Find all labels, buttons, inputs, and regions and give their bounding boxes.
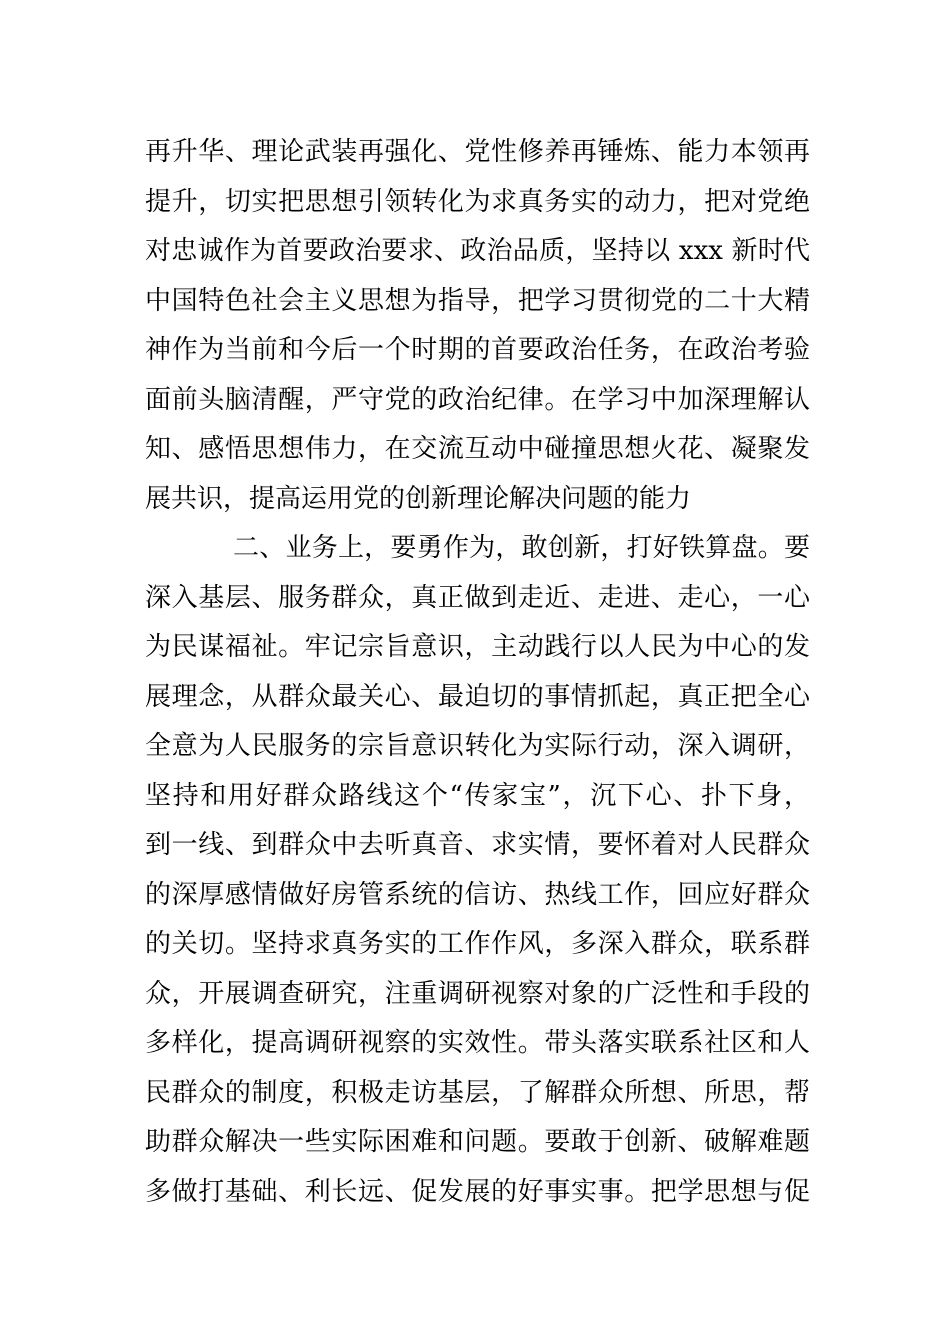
paragraph-line: 的深厚感情做好房管系统的信访、热线工作，回应好群众 (145, 879, 810, 910)
paragraph-line: 多做打基础、利长远、促发展的好事实事。把学思想与促 (145, 1176, 810, 1207)
paragraph-line: 展理念，从群众最关心、最迫切的事情抓起，真正把全心 (145, 681, 810, 712)
paragraph-line: 为民谋福祉。牢记宗旨意识，主动践行以人民为中心的发 (145, 632, 810, 662)
paragraph-line: 的关切。坚持求真务实的工作作风，多深入群众，联系群 (145, 929, 810, 959)
paragraph-line: 坚持和用好群众路线这个“传家宝”，沉下心、扑下身， (145, 780, 810, 811)
paragraph-line: 全意为人民服务的宗旨意识转化为实际行动，深入调研， (145, 731, 810, 761)
paragraph-line: 到一线、到群众中去听真音、求实情，要怀着对人民群众 (145, 830, 810, 860)
paragraph-line: 二、业务上，要勇作为，敢创新，打好铁算盘。要 (233, 533, 810, 563)
paragraph-line: 再升华、理论武装再强化、党性修养再锤炼、能力本领再 (145, 137, 810, 167)
paragraph-line: 多样化，提高调研视察的实效性。带头落实联系社区和人 (145, 1028, 810, 1058)
paragraph-2 (145, 524, 810, 1217)
paragraph-line: 对忠诚作为首要政治要求、政治品质，坚持以 xxx 新时代 (145, 236, 810, 266)
paragraph-line: 神作为当前和今后一个时期的首要政治任务，在政治考验 (145, 335, 810, 365)
paragraph-line: 助群众解决一些实际困难和问题。要敢于创新、破解难题 (145, 1127, 810, 1157)
paragraph-line: 提升，切实把思想引领转化为求真务实的动力，把对党绝 (145, 186, 810, 217)
paragraph-line: 面前头脑清醒，严守党的政治纪律。在学习中加深理解认 (145, 384, 810, 415)
paragraph-line: 展共识，提高运用党的创新理论解决问题的能力 (145, 483, 692, 514)
paragraph-1 (145, 128, 810, 524)
paragraph-line: 中国特色社会主义思想为指导，把学习贯彻党的二十大精 (145, 285, 810, 316)
paragraph-line: 民群众的制度，积极走访基层，了解群众所想、所思，帮 (145, 1077, 810, 1108)
paragraph-line: 众，开展调查研究，注重调研视察对象的广泛性和手段的 (145, 978, 810, 1009)
paragraph-line: 知、感悟思想伟力，在交流互动中碰撞思想火花、凝聚发 (145, 434, 810, 464)
paragraph-line: 深入基层、服务群众，真正做到走近、走进、走心，一心 (145, 582, 810, 613)
